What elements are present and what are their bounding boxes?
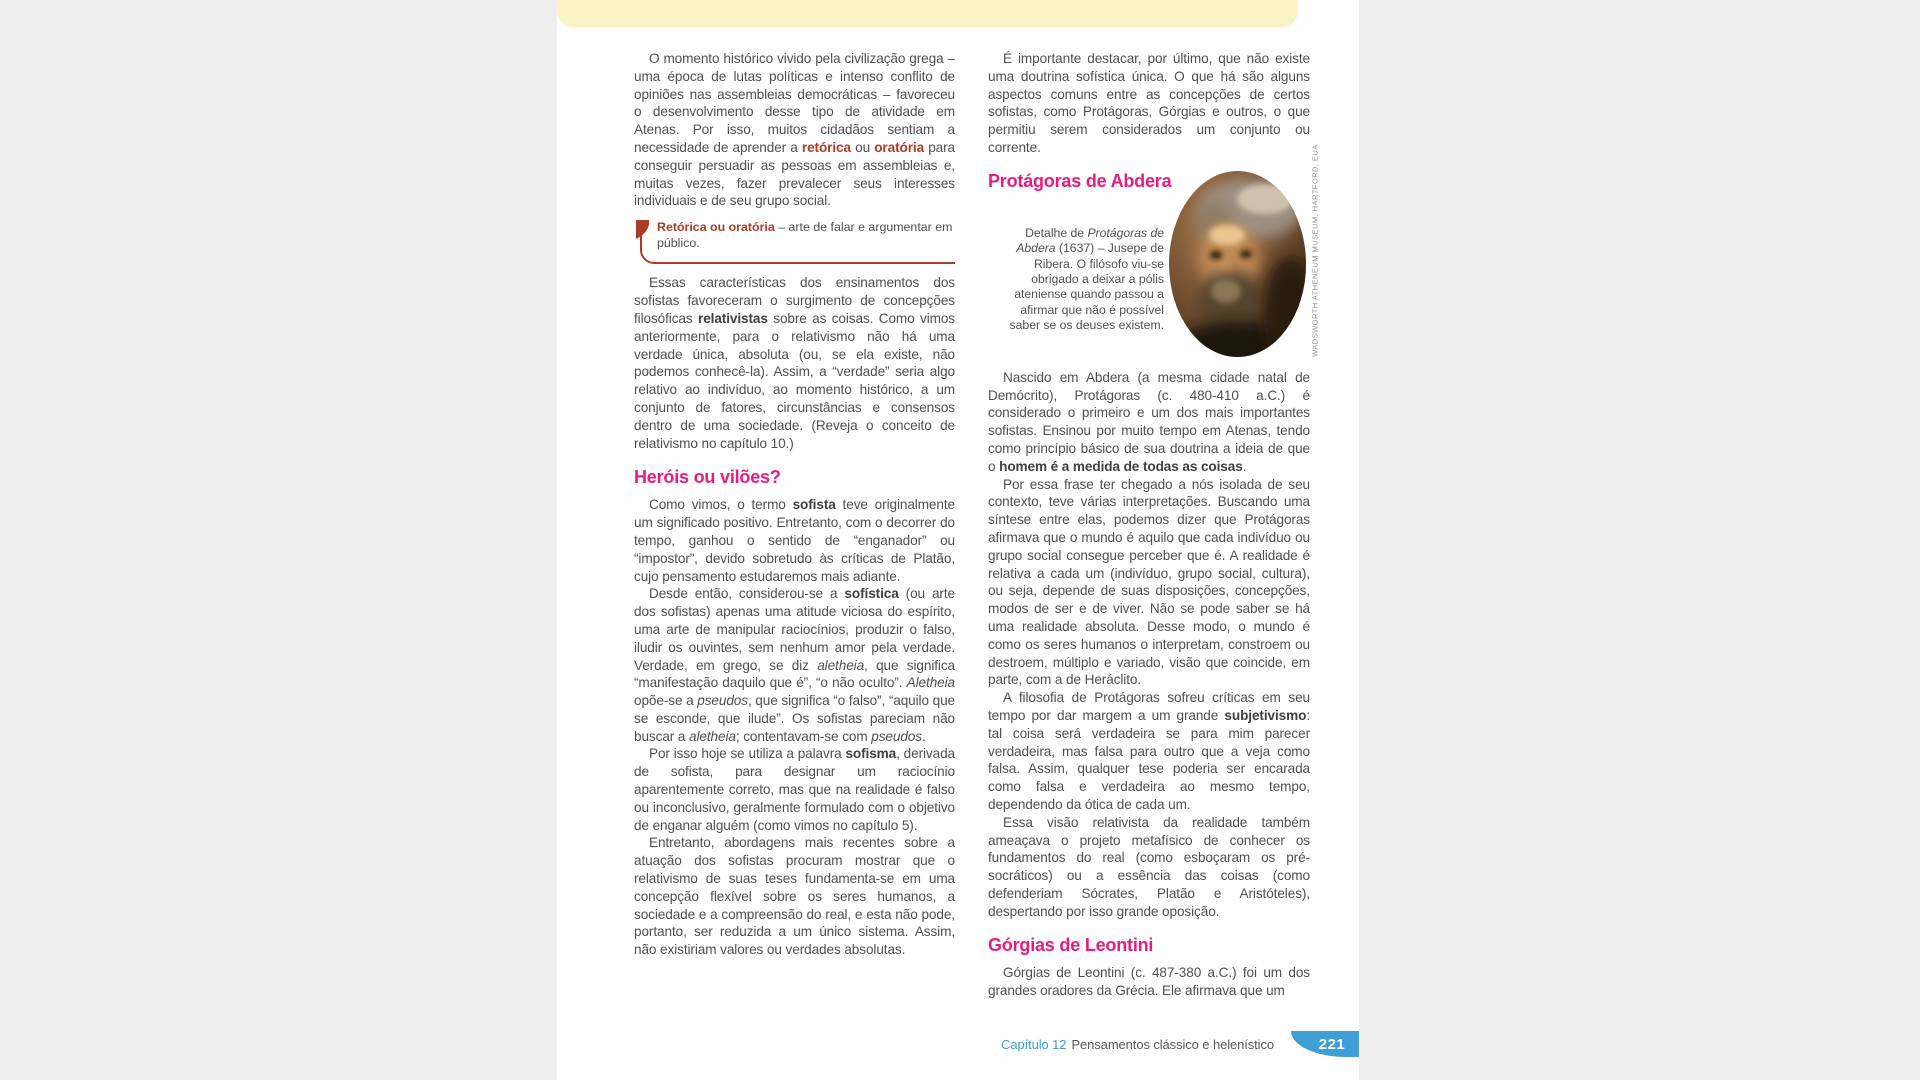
protagoras-portrait-image: [1169, 171, 1306, 357]
page-footer: [1001, 1037, 1274, 1052]
paragraph-no-single-doctrine: É importante destacar, por último, que não existe uma doutrina sofística única. O que há são alguns aspectos comuns entre as concepções de certos sofistas, como Protágoras, Górgias e outros, o que permitiu serem considerados um conjunto ou corrente.: [988, 51, 1310, 155]
paragraph-nascido-abdera: Nascido em Abdera (a mesma cidade natal de Demócrito), Protágoras (c. 480-410 a.C.) é considerado o primeiro e um dos mais importantes sofistas. Ensinou por muito tempo em Atenas, tendo como princípio básico de sua doutrina a ideia de que o homem é a medida de todas as coisas.: [988, 369, 1310, 474]
page-number: 221: [1318, 1035, 1346, 1053]
definition-body: – arte de falar e argumentar em público.: [657, 220, 953, 250]
chapter-title: Pensamentos clássico e helenístico: [1071, 1037, 1274, 1052]
book-page: [557, 0, 1359, 1080]
paragraph-frase-isolada: Por essa frase ter chegado a nós isolada de seu contexto, teve várias interpretações. Buscando uma síntese entre elas, podemos dizer que Protágoras afirmava que o mundo é aquilo que cada indivíduo ou grupo social consegue perceber que é. A realidade é relativa a cada um (indivíduo, grupo social, cultura), ou seja, depende de suas disposições, concepções, modos de ser e de viver. Não se pode saber se há uma realidade absoluta. Desse modo, o mundo é como os seres humanos o interpretam, constroem ou destroem, múltiplo e variado, visão que coincide, em parte, com a de Heráclito.: [988, 476, 1310, 688]
left-column: [634, 50, 955, 959]
chapter-header-band: [557, 0, 1298, 27]
paragraph-historic-moment: O momento histórico vivido pela civilização grega – uma época de lutas políticas e intenso conflito de opiniões nas assembleias democráticas – favoreceu o desenvolvimento desse tipo de atividade em Atenas. Por isso, muitos cidadãos sentiam a necessidade de aprender a retórica ou oratória para conseguir persuadir as pessoas em assembleias e, muitas vezes, fazer prevalecer seus interesses individuais e de seu grupo social.: [634, 51, 956, 209]
paragraph-recent-approaches: Entretanto, abordagens mais recentes sobre a atuação dos sofistas procuram mostrar que o relativismo de suas teses fundamenta-se em uma concepção flexível sobre os seres humanos, a sociedade e a compreensão do real, e esta não pode, portanto, ser reduzida a um único sistema. Assim, não existiriam valores ou verdades absolutas.: [634, 835, 955, 958]
image-credit: WADSWORTH ATHENEUM MUSEUM, HARTFORD, EUA: [1310, 144, 1320, 357]
paragraph-sofista-meaning: Como vimos, o termo sofista teve originalmente um significado positivo. Entretanto, com o decorrer do tempo, ganhou o sentido de “enganador” ou “impostor”, devido sobretudo às críticas de Platão, cujo pensamento estudaremos mais adiante.: [634, 497, 955, 584]
paragraph-sofisma: Por isso hoje se utiliza a palavra sofisma, derivada de sofista, para designar um raciocínio aparentemente correto, mas que na realidade é falso ou inconclusivo, geralmente formulado com o objetivo de enganar alguém (como vimos no capítulo 5).: [634, 746, 955, 833]
paragraph-relativism: Essas características dos ensinamentos dos sofistas favoreceram o surgimento de concepções filosóficas relativistas sobre as coisas. Como vimos anteriormente, para o relativismo não há uma verdade única, absoluta (ou, se ela existe, não podemos conhecê-la). Assim, a “verdade” seria algo relativo ao indivíduo, ao momento histórico, a um conjunto de fatores, circunstâncias e consensos dentro de uma sociedade. (Reveja o conceito de relativismo no capítulo 10.): [634, 275, 956, 451]
protagoras-figure: [988, 144, 1320, 357]
section-heading-gorgias: Górgias de Leontini: [988, 935, 1154, 956]
ribbon-flag-icon: [636, 220, 649, 239]
page-number-badge: [1291, 1031, 1359, 1057]
paragraph-gorgias: Górgias de Leontini (c. 487-380 a.C.) foi um dos grandes oradores da Grécia. Ele afirmava que um: [988, 965, 1310, 999]
paragraph-visao-relativista: Essa visão relativista da realidade também ameaçava o projeto metafísico de conhecer os fundamentos do real (como esboçaram os pré-socráticos) ou a essência das coisas (como defenderiam Sócrates, Platão e Aristóteles), despertando por isso grande oposição.: [988, 814, 1310, 919]
paragraph-subjetivismo: A filosofia de Protágoras sofreu críticas em seu tempo por dar margem a um grande subjetivismo: tal coisa será verdadeira se para mim parecer verdadeira, mas falsa para outro que a veja como falsa. Assim, qualquer tese poderia ser encarada como falsa e verdadeira ao mesmo tempo, dependendo da ótica de cada um.: [988, 690, 1310, 812]
definition-term: Retórica ou oratória: [657, 220, 775, 235]
figure-caption: Detalhe de Protágoras de Abdera (1637) – Jusepe de Ribera. O filósofo viu-se obrigado a deixar a pólis ateniense quando passou a afirmar que não é possível saber se os deuses existem.: [1009, 225, 1164, 333]
definition-box: [634, 218, 955, 264]
section-heading-herois: Heróis ou vilões?: [634, 467, 781, 488]
right-column: [988, 50, 1320, 1000]
paragraph-aletheia: Desde então, considerou-se a sofística (ou arte dos sofistas) apenas uma atitude viciosa do espírito, uma arte de manipular raciocínios, produzir o falso, iludir os ouvintes, sem nenhum amor pela verdade. Verdade, em grego, se diz aletheia, que significa “manifestação daquilo que é”, “o não oculto”. Aletheia opõe-se a pseudos, que significa “o falso”, “aquilo que se esconde, que ilude”. Os sofistas pareciam não buscar a aletheia; contentavam-se com pseudos.: [634, 586, 956, 744]
chapter-label: Capítulo 12: [1001, 1037, 1067, 1052]
figure-left-block: [988, 170, 1172, 357]
section-heading-protagoras: Protágoras de Abdera: [988, 170, 1172, 191]
definition-text: [657, 220, 953, 251]
